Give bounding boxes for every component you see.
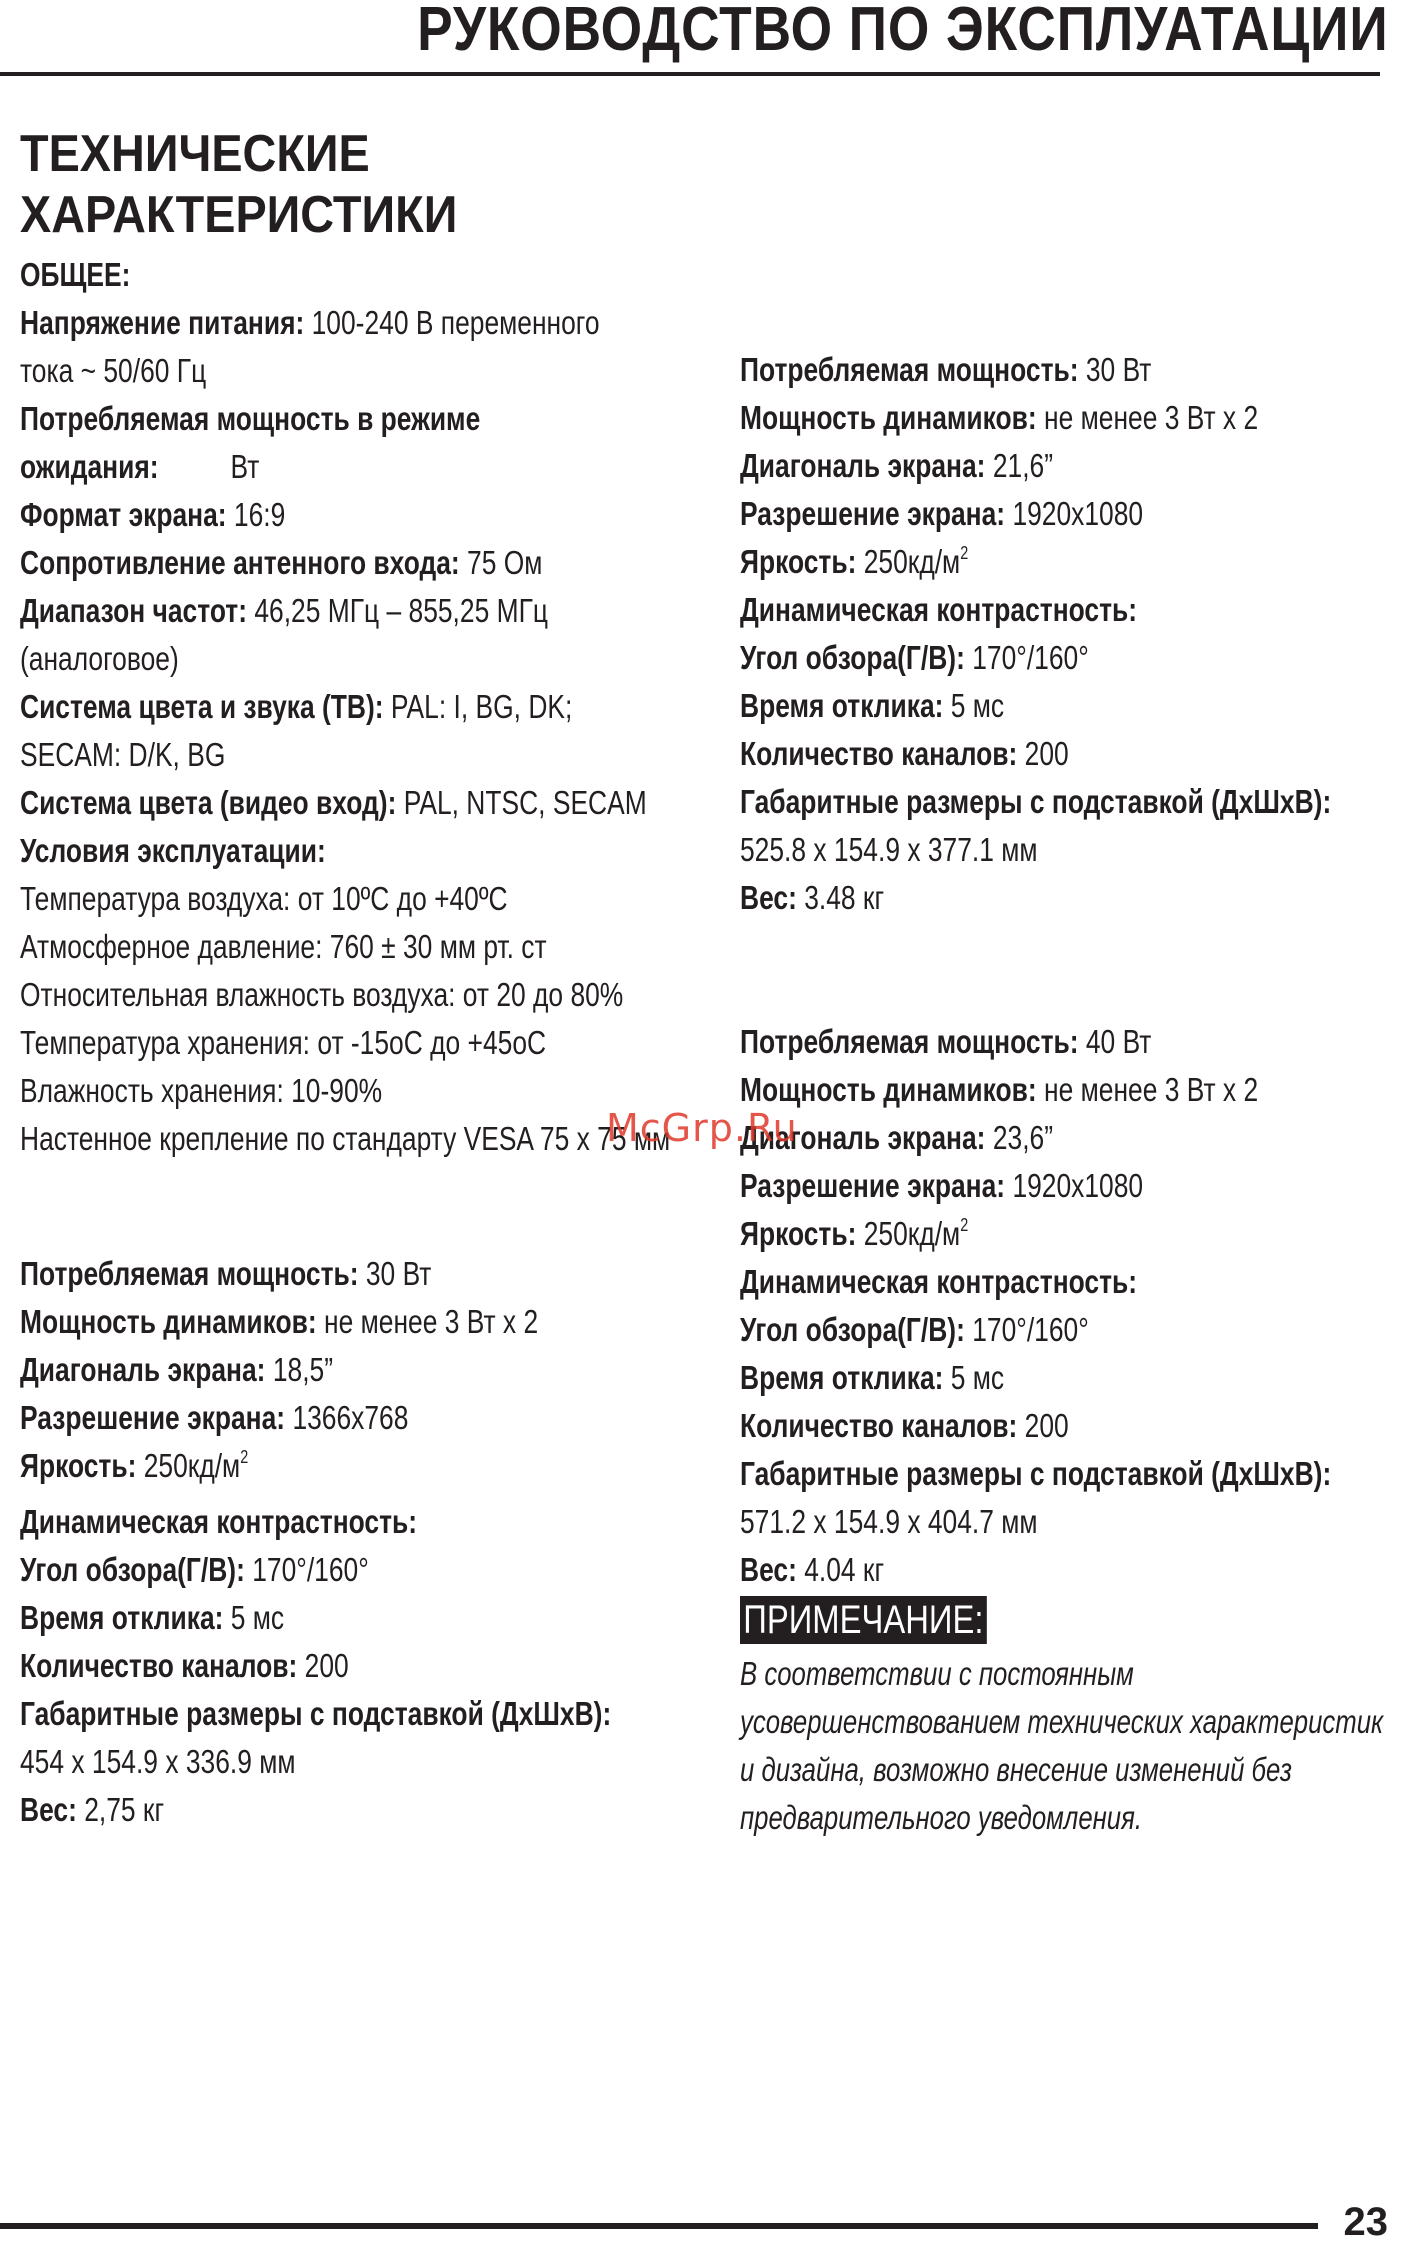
spec-resolution: Разрешение экрана: 1366x768 xyxy=(20,1399,409,1436)
spec-response-time: Время отклика: 5 мс xyxy=(20,1599,285,1636)
note-block xyxy=(740,1596,1041,1644)
spec-dimensions-value: 454 x 154.9 x 336.9 мм xyxy=(20,1743,296,1780)
spec-antenna: Сопротивление антенного входа: 75 Ом xyxy=(20,544,543,581)
spec-contrast: Динамическая контрастность: xyxy=(20,1503,418,1540)
spec-dimensions-value: 525.8 x 154.9 x 377.1 мм xyxy=(740,831,1038,868)
spec-dimensions-label: Габаритные размеры с подставкой (ДхШхВ): xyxy=(740,783,1332,820)
spec-frequency: Диапазон частот: 46,25 МГц – 855,25 МГц xyxy=(20,592,548,629)
spec-diagonal: Диагональ экрана: 21,6” xyxy=(740,447,1053,484)
spec-tv-color: Система цвета и звука (ТВ): PAL: I, BG, DK; xyxy=(20,688,573,725)
spec-power: Потребляемая мощность: 40 Вт xyxy=(740,1023,1152,1060)
spec-brightness: Яркость: $250кд/м^2$ xyxy=(20,1447,249,1484)
spec-channels: Количество каналов: 200 xyxy=(740,735,1069,772)
condition-storage-temperature: Температура хранения: от -15oC до +45oC xyxy=(20,1024,547,1061)
spec-resolution: Разрешение экрана: 1920x1080 xyxy=(740,495,1144,532)
watermark: McGrp.Ru xyxy=(606,1106,798,1150)
condition-humidity: Относительная влажность воздуха: от 20 до 80% xyxy=(20,976,624,1013)
spec-dimensions-label: Габаритные размеры с подставкой (ДхШхВ): xyxy=(740,1455,1332,1492)
spec-power: Потребляемая мощность: 30 Вт xyxy=(20,1255,432,1292)
spec-channels: Количество каналов: 200 xyxy=(20,1647,349,1684)
model-216-specs xyxy=(740,346,1331,922)
page-header-title: РУКОВОДСТВО ПО ЭКСПЛУАТАЦИИ xyxy=(416,0,1388,64)
section-title-line-1: ТЕХНИЧЕСКИЕ xyxy=(20,125,370,183)
spec-speakers: Мощность динамиков: не менее 3 Вт х 2 xyxy=(740,399,1259,436)
header-divider xyxy=(0,72,1380,76)
condition-pressure: Атмосферное давление: 760 ± 30 мм рт. ст xyxy=(20,928,547,965)
note-label: ПРИМЕЧАНИЕ: xyxy=(740,1596,987,1644)
spec-voltage: Напряжение питания: 100-240 В переменного xyxy=(20,304,600,341)
general-heading: ОБЩЕЕ: xyxy=(20,256,131,293)
spec-view-angle: Угол обзора(Г/В): 170°/160° xyxy=(740,639,1089,676)
condition-storage-humidity: Влажность хранения: 10-90% xyxy=(20,1072,383,1109)
spec-video-color: Система цвета (видео вход): PAL, NTSC, SECAM xyxy=(20,784,647,821)
spec-brightness: Яркость: $250кд/м^2$ xyxy=(740,543,969,580)
spec-weight: Вес: 3.48 кг xyxy=(740,879,885,916)
note-line: предварительного уведомления. xyxy=(740,1799,1143,1836)
spec-view-angle: Угол обзора(Г/В): 170°/160° xyxy=(20,1551,369,1588)
spec-diagonal: Диагональ экрана: 18,5” xyxy=(20,1351,333,1388)
model-236-specs xyxy=(740,1018,1331,1594)
spec-voltage-cont: тока ~ 50/60 Гц xyxy=(20,352,207,389)
note-line: В соответствии с постоянным xyxy=(740,1655,1134,1692)
spec-weight: Вес: 4.04 кг xyxy=(740,1551,885,1588)
spec-weight: Вес: 2,75 кг xyxy=(20,1791,165,1828)
section-title-line-2: ХАРАКТЕРИСТИКИ xyxy=(20,186,458,244)
spec-dimensions-label: Габаритные размеры с подставкой (ДхШхВ): xyxy=(20,1695,612,1732)
spec-format: Формат экрана: 16:9 xyxy=(20,496,286,533)
model-185-specs xyxy=(20,1250,611,1834)
spec-response-time: Время отклика: 5 мс xyxy=(740,687,1005,724)
spec-contrast: Динамическая контрастность: xyxy=(740,591,1138,628)
spec-frequency-cont: (аналоговое) xyxy=(20,640,179,677)
spec-brightness: Яркость: $250кд/м^2$ xyxy=(740,1215,969,1252)
spec-tv-color-cont: SECAM: D/K, BG xyxy=(20,736,226,773)
spec-resolution: Разрешение экрана: 1920x1080 xyxy=(740,1167,1144,1204)
spec-response-time: Время отклика: 5 мс xyxy=(740,1359,1005,1396)
note-line: усовершенствованием технических характеристик xyxy=(740,1703,1384,1740)
general-specs xyxy=(20,251,670,1163)
condition-vesa: Настенное крепление по стандарту VESA 75 х 75 мм xyxy=(20,1120,671,1157)
spec-speakers: Мощность динамиков: не менее 3 Вт х 2 xyxy=(20,1303,539,1340)
spec-speakers: Мощность динамиков: не менее 3 Вт х 2 xyxy=(740,1071,1259,1108)
spec-diagonal: Диагональ экрана: 23,6” xyxy=(740,1119,1053,1156)
spec-contrast: Динамическая контрастность: xyxy=(740,1263,1138,1300)
spec-power: Потребляемая мощность: 30 Вт xyxy=(740,351,1152,388)
spec-standby-label: Потребляемая мощность в режиме xyxy=(20,400,481,437)
footer-divider xyxy=(0,2223,1318,2229)
spec-dimensions-value: 571.2 x 154.9 x 404.7 мм xyxy=(740,1503,1038,1540)
spec-standby: ожидания: Вт xyxy=(20,448,260,485)
section-title xyxy=(20,124,560,246)
page-number: 23 xyxy=(1343,2200,1388,2244)
note-text xyxy=(740,1650,1383,1842)
spec-channels: Количество каналов: 200 xyxy=(740,1407,1069,1444)
condition-temperature: Температура воздуха: от 10ºC до +40ºC xyxy=(20,880,508,917)
spec-view-angle: Угол обзора(Г/В): 170°/160° xyxy=(740,1311,1089,1348)
note-line: и дизайна, возможно внесение изменений без xyxy=(740,1751,1293,1788)
conditions-heading: Условия эксплуатации: xyxy=(20,832,326,869)
